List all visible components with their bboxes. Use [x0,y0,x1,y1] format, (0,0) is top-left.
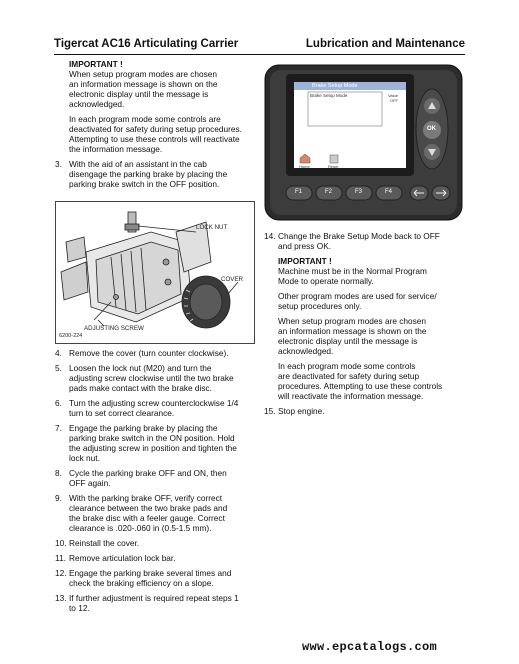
step-line: Change the Brake Setup Mode back to OFF [278,231,440,241]
important-note-2 [264,256,464,401]
adjusting-screw-label: ADJUSTING SCREW [84,325,144,332]
step-line: check the braking efficiency on a slope. [69,578,214,588]
screen-status-label: Value [388,93,398,98]
ok-button: OK [427,126,436,132]
step-number: 6. [55,398,62,408]
screen-title: Brake Setup Mode [312,83,358,89]
step-number: 3. [55,159,62,169]
note-line: In each program mode some controls are [69,114,221,124]
step-item [55,568,255,588]
step-line: Loosen the lock nut (M20) and turn the [69,363,212,373]
note-line: an information message is shown on the [69,79,218,89]
note-line: acknowledged. [278,346,334,356]
steps-list [55,348,255,618]
step-line: Engage the parking brake several times and [69,568,232,578]
note-line: Attempting to use these controls will reactivate [69,134,240,144]
step-3 [55,159,255,189]
manual-title: Tigercat AC16 Articulating Carrier [54,38,239,50]
home-softkey-label: Home [299,164,310,169]
section-title: Lubrication and Maintenance [305,38,465,50]
note-line: will reactivate the information message. [278,391,424,401]
figure-id: 6200-224 [59,333,83,339]
step-line: and press OK. [278,241,332,251]
step-line: If further adjustment is required repeat steps 1 [69,593,239,603]
step-line: Remove articulation lock bar. [69,553,176,563]
important-label: IMPORTANT ! [69,59,123,69]
step-line: parking brake switch in the ON position. Hold [69,433,235,443]
brake-adjustment-figure [55,201,255,344]
step-line: turn to set correct clearance. [69,408,175,418]
step-number: 11. [55,553,66,563]
note-line: the information message. [69,144,163,154]
note-line: Machine must be in the Normal Program [278,266,427,276]
step-line: Remove the cover (turn counter clockwise). [69,348,229,358]
step-line: clearance is .020-.060 in (0.5-1.5 mm). [69,523,212,533]
step-number: 9. [55,493,62,503]
step-line: OFF again. [69,478,111,488]
f4-button: F4 [385,189,393,195]
f1-button: F1 [295,189,303,195]
step-number: 7. [55,423,62,433]
note-line: deactivated for safety during setup procedures. [69,124,242,134]
step-line: parking brake switch in the OFF position. [69,179,220,189]
right-column [264,231,464,421]
reset-softkey-label: Reset [328,164,339,169]
step-item [55,538,255,548]
step-line: disengage the parking brake by placing the [69,169,228,179]
note-line: When setup program modes are chosen [278,316,427,326]
note-line: electronic display until the message is [278,336,418,346]
step-line: Reinstall the cover. [69,538,140,548]
note-line: procedures. Attempting to use these controls [278,381,443,391]
step-line: adjusting screw clockwise until the two brake [69,373,234,383]
important-note-1 [55,59,255,154]
step-number: 13. [55,593,67,603]
step-line: clearance between the two brake pads and [69,503,228,513]
note-line: an information message is shown on the [278,326,427,336]
header-rule [54,54,465,55]
step-14 [264,231,464,251]
step-item [55,468,255,488]
step-item [55,398,255,418]
step-number: 14. [264,231,276,241]
steps-container [55,348,255,613]
step-number: 15. [264,406,276,416]
page-header [54,38,465,54]
display-unit-illustration [264,64,463,221]
screen-status-value: OFF [390,98,398,103]
watermark-url[interactable]: www.epcatalogs.com [302,640,438,654]
left-column-intro [55,59,255,194]
step-number: 12. [55,568,67,578]
step-line: the brake disc with a feeler gauge. Correct [69,513,225,523]
note-line: setup procedures only. [278,301,362,311]
note-line: are deactivated for safety during setup [278,371,420,381]
note-line: Other program modes are used for service/ [278,291,437,301]
step-number: 8. [55,468,62,478]
screen-field: Brake Setup Mode [310,93,348,98]
step-line: pads make contact with the brake disc. [69,383,212,393]
note-line: electronic display until the message is [69,89,209,99]
step-line: Turn the adjusting screw counterclockwise 1/4 [69,398,239,408]
step-line: Engage the parking brake by placing the [69,423,218,433]
note-line: acknowledged. [69,99,125,109]
display-unit-drawing [264,64,463,221]
step-line: With the parking brake OFF, verify correct [69,493,223,503]
step-line: Cycle the parking brake OFF and ON, then [69,468,227,478]
step-line: lock nut. [69,453,100,463]
step-line: Stop engine. [278,406,325,416]
note-line: When setup program modes are chosen [69,69,218,79]
note-line: Mode to operate normally. [278,276,374,286]
step-item [55,363,255,393]
important-label: IMPORTANT ! [278,256,332,266]
cover-label: COVER [221,276,244,283]
step-number: 5. [55,363,62,373]
step-15 [264,406,464,416]
step-item [55,593,255,613]
f2-button: F2 [325,189,333,195]
step-line: the adjusting screw in position and tighten the [69,443,237,453]
note-line: In each program mode some controls [278,361,416,371]
lock-nut-label: LOCK NUT [196,224,228,231]
step-item [55,553,255,563]
f3-button: F3 [355,189,363,195]
step-item [55,493,255,533]
step-line: to 12. [69,603,90,613]
step-line: With the aid of an assistant in the cab [69,159,207,169]
step-number: 4. [55,348,62,358]
step-number: 10. [55,538,67,548]
step-item [55,423,255,463]
step-item [55,348,255,358]
